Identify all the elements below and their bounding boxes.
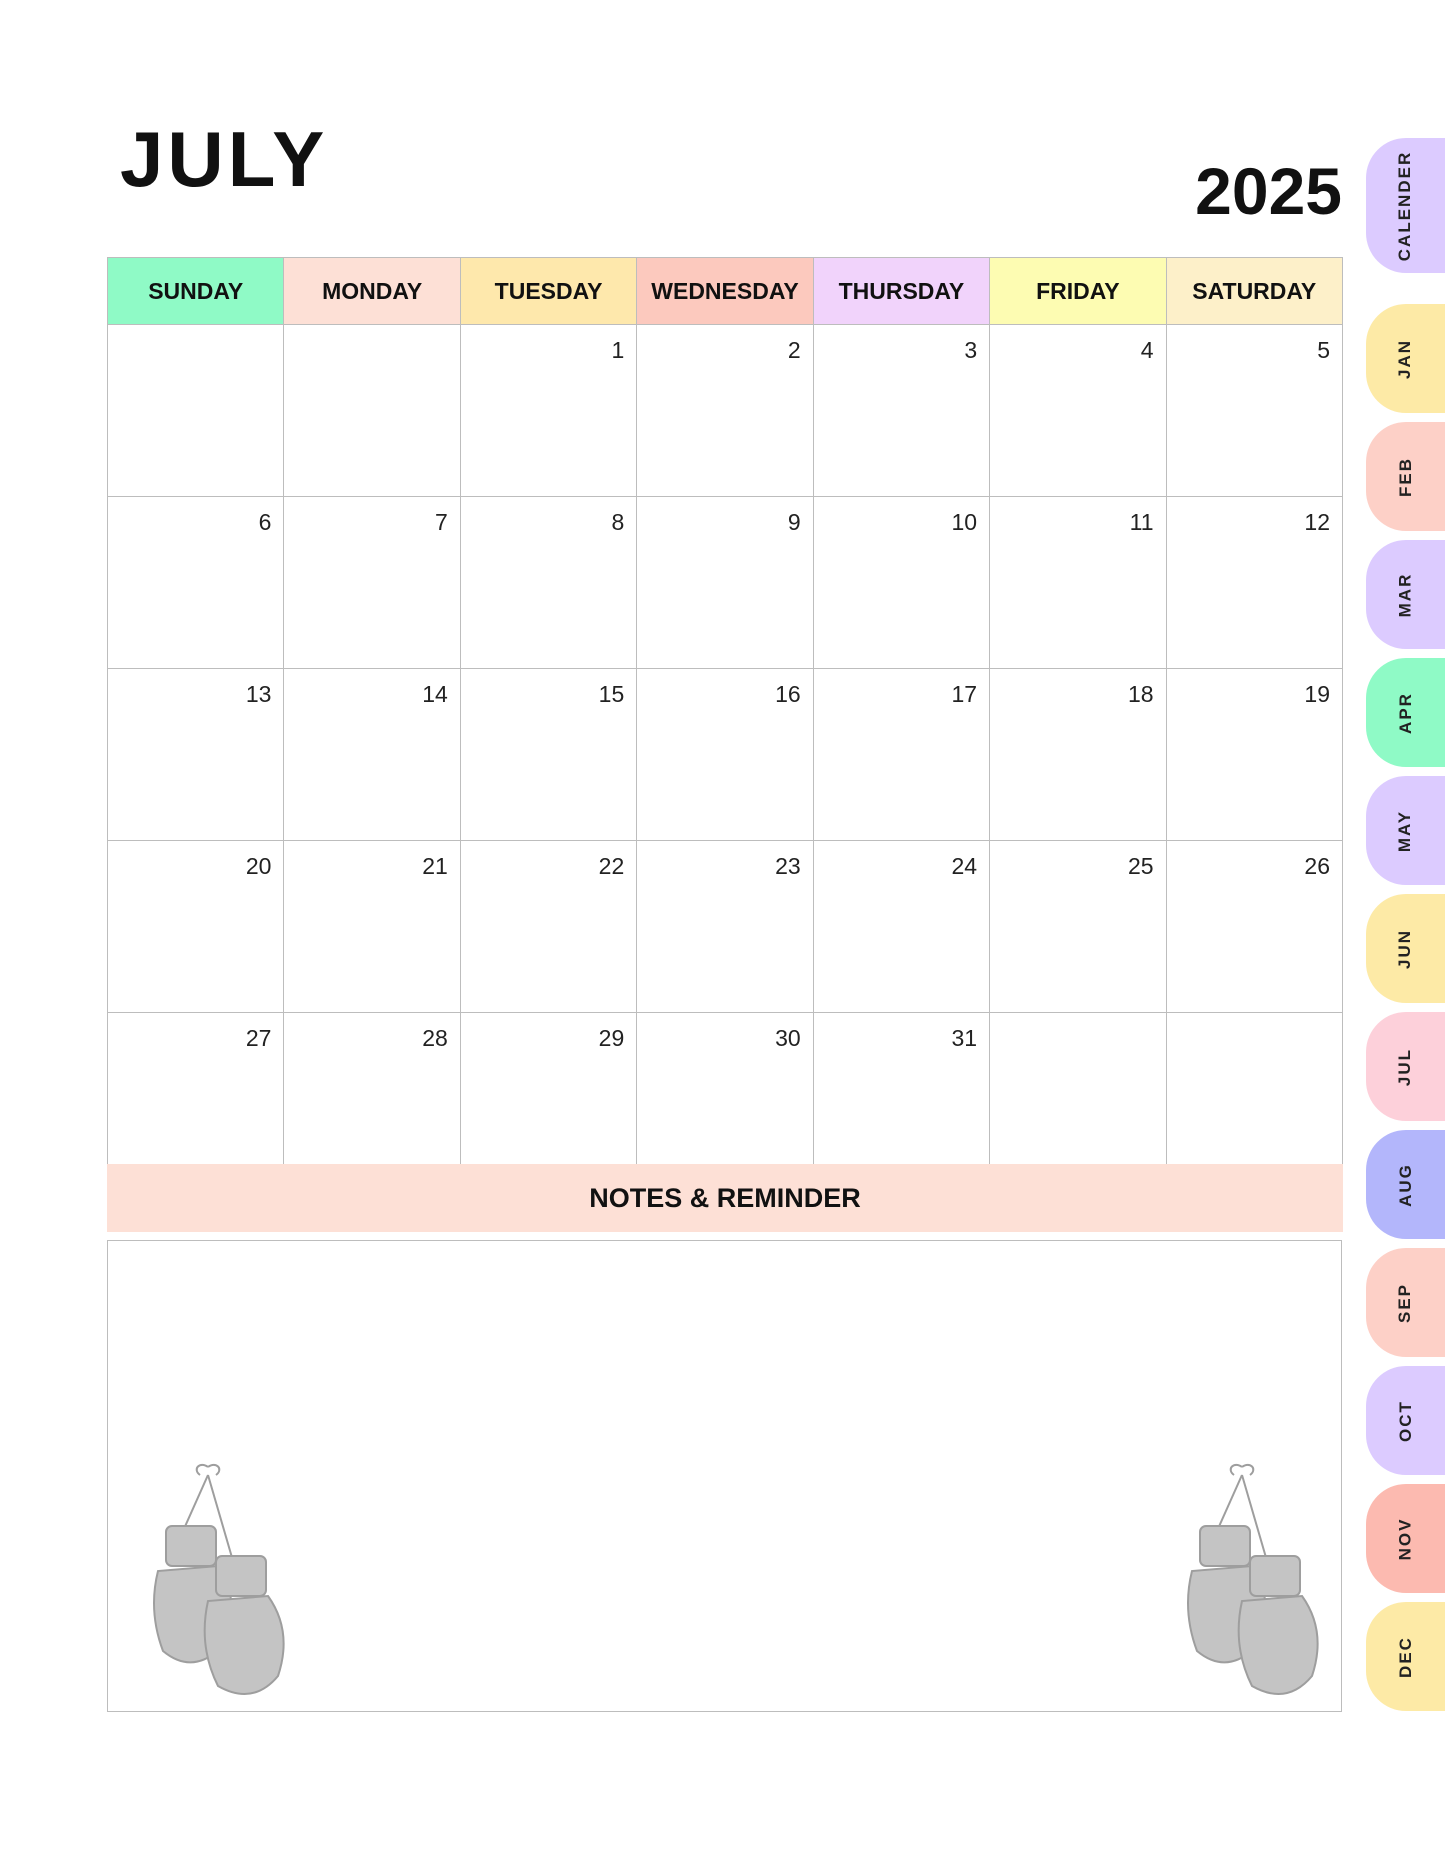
day-cell[interactable] — [108, 325, 284, 497]
weekday-wednesday: WEDNESDAY — [637, 258, 813, 325]
tab-jan[interactable]: JAN — [1366, 304, 1445, 413]
weekday-thursday: THURSDAY — [813, 258, 989, 325]
day-cell[interactable]: 30 — [637, 1013, 813, 1185]
boxing-gloves-icon — [128, 1461, 298, 1701]
day-cell[interactable]: 31 — [813, 1013, 989, 1185]
tab-dec[interactable]: DEC — [1366, 1602, 1445, 1711]
day-cell[interactable]: 6 — [108, 497, 284, 669]
day-cell[interactable]: 10 — [813, 497, 989, 669]
weekday-header-row — [108, 258, 1343, 325]
weekday-monday: MONDAY — [284, 258, 460, 325]
day-cell[interactable]: 21 — [284, 841, 460, 1013]
tab-may[interactable]: MAY — [1366, 776, 1445, 885]
day-cell[interactable]: 11 — [990, 497, 1166, 669]
day-cell[interactable]: 28 — [284, 1013, 460, 1185]
tab-sep[interactable]: SEP — [1366, 1248, 1445, 1357]
tab-mar[interactable]: MAR — [1366, 540, 1445, 649]
day-cell[interactable] — [1166, 1013, 1342, 1185]
week-row — [108, 497, 1343, 669]
day-cell[interactable]: 23 — [637, 841, 813, 1013]
day-cell[interactable]: 3 — [813, 325, 989, 497]
month-title: JULY — [120, 115, 329, 203]
year-title: 2025 — [1195, 154, 1342, 228]
tab-apr[interactable]: APR — [1366, 658, 1445, 767]
day-cell[interactable]: 13 — [108, 669, 284, 841]
day-cell[interactable]: 29 — [460, 1013, 636, 1185]
day-cell[interactable] — [284, 325, 460, 497]
calendar-grid — [107, 257, 1343, 1185]
week-row — [108, 325, 1343, 497]
week-row — [108, 1013, 1343, 1185]
weekday-friday: FRIDAY — [990, 258, 1166, 325]
weekday-tuesday: TUESDAY — [460, 258, 636, 325]
day-cell[interactable]: 26 — [1166, 841, 1342, 1013]
weekday-sunday: SUNDAY — [108, 258, 284, 325]
week-row — [108, 669, 1343, 841]
day-cell[interactable]: 7 — [284, 497, 460, 669]
day-cell[interactable]: 20 — [108, 841, 284, 1013]
notes-area[interactable] — [107, 1240, 1342, 1712]
day-cell[interactable]: 5 — [1166, 325, 1342, 497]
tab-aug[interactable]: AUG — [1366, 1130, 1445, 1239]
day-cell[interactable]: 16 — [637, 669, 813, 841]
day-cell[interactable]: 17 — [813, 669, 989, 841]
tab-calender[interactable]: CALENDER — [1366, 138, 1445, 273]
day-cell[interactable]: 18 — [990, 669, 1166, 841]
day-cell[interactable]: 24 — [813, 841, 989, 1013]
day-cell[interactable]: 9 — [637, 497, 813, 669]
tab-jul[interactable]: JUL — [1366, 1012, 1445, 1121]
day-cell[interactable]: 19 — [1166, 669, 1342, 841]
day-cell[interactable]: 4 — [990, 325, 1166, 497]
day-cell[interactable]: 22 — [460, 841, 636, 1013]
day-cell[interactable]: 14 — [284, 669, 460, 841]
day-cell[interactable]: 8 — [460, 497, 636, 669]
day-cell[interactable]: 1 — [460, 325, 636, 497]
tab-nov[interactable]: NOV — [1366, 1484, 1445, 1593]
weekday-saturday: SATURDAY — [1166, 258, 1342, 325]
day-cell[interactable] — [990, 1013, 1166, 1185]
boxing-gloves-icon — [1162, 1461, 1332, 1701]
day-cell[interactable]: 25 — [990, 841, 1166, 1013]
day-cell[interactable]: 12 — [1166, 497, 1342, 669]
tab-feb[interactable]: FEB — [1366, 422, 1445, 531]
notes-header — [107, 1164, 1343, 1232]
tab-oct[interactable]: OCT — [1366, 1366, 1445, 1475]
notes-title: NOTES & REMINDER — [589, 1182, 861, 1213]
day-cell[interactable]: 2 — [637, 325, 813, 497]
day-cell[interactable]: 27 — [108, 1013, 284, 1185]
day-cell[interactable]: 15 — [460, 669, 636, 841]
tab-jun[interactable]: JUN — [1366, 894, 1445, 1003]
week-row — [108, 841, 1343, 1013]
